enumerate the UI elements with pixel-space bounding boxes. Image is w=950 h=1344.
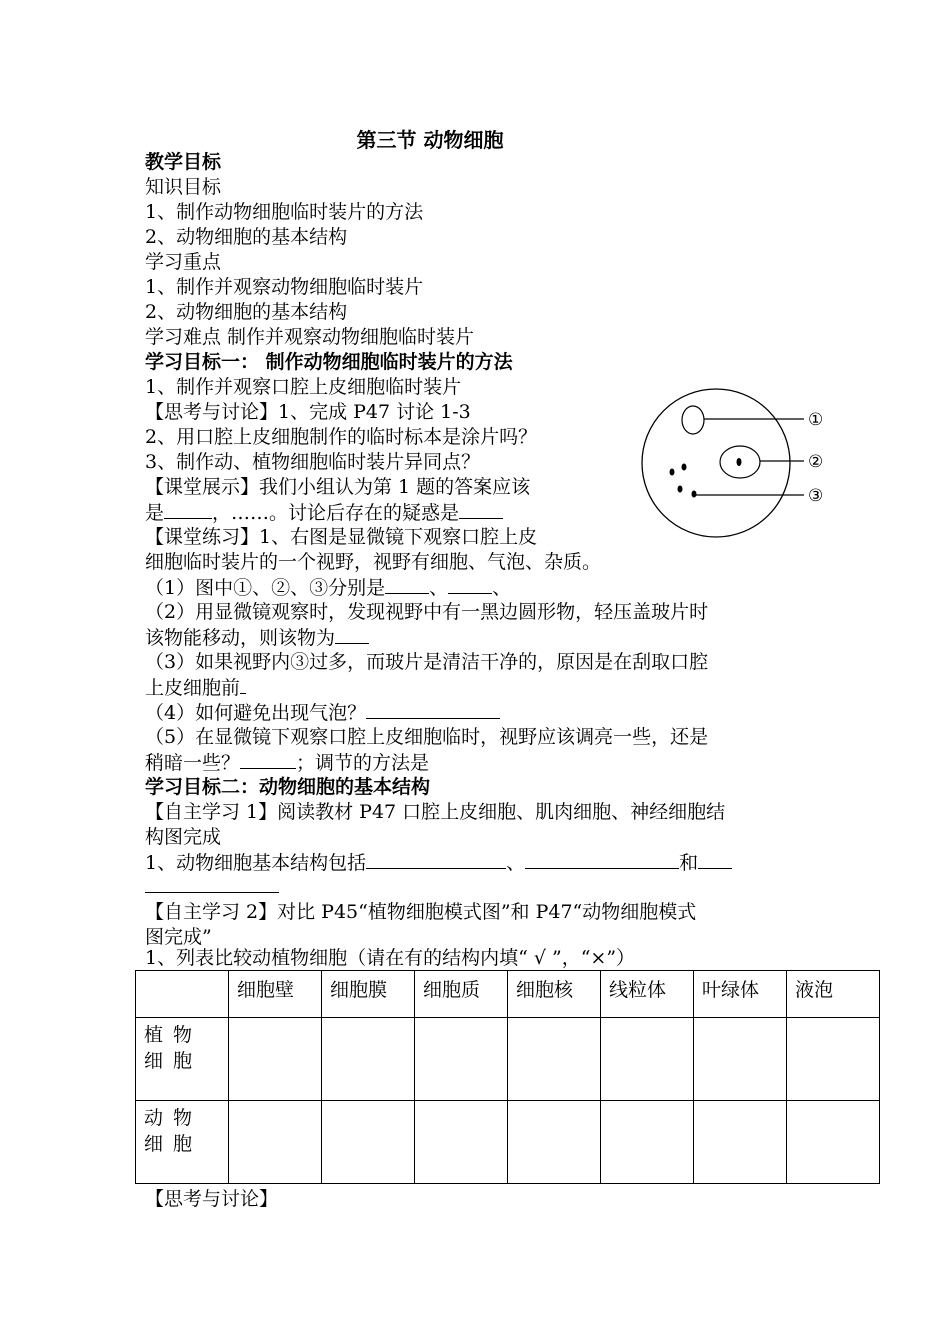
structure-text: 1、动物细胞基本结构包括: [145, 852, 367, 874]
table-cell[interactable]: [229, 1018, 322, 1101]
table-cell[interactable]: [322, 1018, 415, 1101]
discuss-line: 【思考与讨论】1、完成 P47 讨论 1-3: [145, 401, 471, 423]
table-cell[interactable]: [508, 1018, 601, 1101]
table-row: [136, 1018, 880, 1101]
row-label: 植 物 细 胞: [136, 1018, 229, 1101]
impurity-dot: [692, 491, 697, 498]
focus-label: 学习重点: [145, 251, 222, 273]
separator: 、: [429, 577, 449, 599]
question-text: （1）图中①、②、③分别是: [145, 577, 386, 599]
answer-blank[interactable]: [385, 575, 429, 594]
focus-item: 2、动物细胞的基本结构: [145, 301, 348, 323]
separator: 和: [679, 852, 699, 874]
column-header: 细胞膜: [322, 971, 415, 1018]
answer-blank[interactable]: [164, 500, 212, 519]
structure-line: [145, 850, 732, 875]
self-study-2-line: 【自主学习 2】对比 P45“植物细胞模式图”和 P47“动物细胞模式: [145, 901, 697, 923]
footer-discussion: 【思考与讨论】: [145, 1188, 279, 1210]
question-5: （5）在显微镜下观察口腔上皮细胞临时，视野应该调亮一些，还是: [145, 726, 709, 748]
impurity-dot: [670, 469, 675, 476]
comparison-table: [135, 970, 880, 1184]
table-cell[interactable]: [508, 1101, 601, 1184]
column-header: 细胞壁: [229, 971, 322, 1018]
knowledge-item: 2、动物细胞的基本结构: [145, 226, 348, 248]
figure-label-2: ②: [808, 452, 824, 472]
table-cell[interactable]: [322, 1101, 415, 1184]
answer-blank[interactable]: [145, 874, 279, 893]
practice-line: 细胞临时装片的一个视野，视野有细胞、气泡、杂质。: [145, 551, 602, 573]
structure-blank-line: [145, 874, 279, 899]
impurity-dot: [682, 464, 687, 471]
table-cell[interactable]: [415, 1018, 508, 1101]
question-2-cont: [145, 625, 369, 650]
column-header: 细胞核: [508, 971, 601, 1018]
goal1-intro: 1、制作并观察口腔上皮细胞临时装片: [145, 376, 462, 398]
show-line: 【课堂展示】我们小组认为第 1 题的答案应该: [145, 476, 531, 498]
table-cell[interactable]: [694, 1101, 787, 1184]
question-3-cont: [145, 675, 246, 700]
figure-label-3: ③: [808, 486, 824, 506]
answer-blank[interactable]: [366, 700, 500, 719]
page-title: 第三节 动物细胞: [356, 128, 504, 152]
objectives-heading: 教学目标: [145, 151, 222, 173]
show-line-2: [145, 500, 503, 525]
question-text: 稍暗一些？: [145, 752, 241, 774]
question-1: [145, 575, 511, 600]
table-cell[interactable]: [415, 1101, 508, 1184]
question-3: （3）如果视野内③过多，而玻片是清洁干净的，原因是在刮取口腔: [145, 651, 709, 673]
column-header: 叶绿体: [694, 971, 787, 1018]
question-text: 上皮细胞前: [145, 677, 241, 699]
answer-blank[interactable]: [240, 750, 296, 769]
self-study-line: 【自主学习 1】阅读教材 P47 口腔上皮细胞、肌肉细胞、神经细胞结: [145, 801, 726, 823]
bubble-shape: [682, 406, 704, 434]
answer-blank[interactable]: [366, 850, 506, 869]
answer-blank[interactable]: [448, 575, 492, 594]
knowledge-label: 知识目标: [145, 176, 222, 198]
discuss-line: 2、用口腔上皮细胞制作的临时标本是涂片吗？: [145, 426, 538, 448]
show-text: 是: [145, 502, 165, 524]
separator: 、: [492, 577, 512, 599]
self-study-line: 构图完成: [145, 826, 222, 848]
self-study-2-line: 图完成”: [145, 926, 212, 948]
focus-item: 1、制作并观察动物细胞临时装片: [145, 276, 424, 298]
question-2: （2）用显微镜观察时，发现视野中有一黑边圆形物，轻压盖玻片时: [145, 601, 709, 623]
table-cell[interactable]: [787, 1018, 880, 1101]
show-text: ，……。讨论后存在的疑惑是: [212, 502, 460, 524]
column-header: 线粒体: [601, 971, 694, 1018]
question-text: 该物能移动，则该物为: [145, 627, 336, 649]
question-4: [145, 700, 500, 725]
knowledge-item: 1、制作动物细胞临时装片的方法: [145, 201, 424, 223]
table-header-row: [136, 971, 880, 1018]
row-label: 动 物 细 胞: [136, 1101, 229, 1184]
table-cell[interactable]: [601, 1018, 694, 1101]
question-text: （4）如何避免出现气泡？: [145, 702, 367, 724]
microscope-field-figure: [628, 388, 838, 538]
goal1-heading: 学习目标一： 制作动物细胞临时装片的方法: [145, 351, 513, 373]
cell-nucleus: [737, 458, 742, 466]
table-cell[interactable]: [694, 1018, 787, 1101]
table-cell[interactable]: [229, 1101, 322, 1184]
answer-blank[interactable]: [698, 850, 732, 869]
table-cell[interactable]: [601, 1101, 694, 1184]
separator: 、: [506, 852, 526, 874]
discuss-line: 3、制作动、植物细胞临时装片异同点？: [145, 451, 481, 473]
question-text: ；调节的方法是: [296, 752, 430, 774]
table-cell[interactable]: [787, 1101, 880, 1184]
column-header: 细胞质: [415, 971, 508, 1018]
practice-line: 【课堂练习】1、右图是显微镜下观察口腔上皮: [145, 526, 538, 548]
goal2-heading: 学习目标二：动物细胞的基本结构: [145, 776, 431, 798]
table-corner-cell: [136, 971, 229, 1018]
answer-blank[interactable]: [525, 850, 679, 869]
impurity-dot: [678, 486, 683, 493]
figure-label-1: ①: [808, 410, 824, 430]
table-row: [136, 1101, 880, 1184]
table-intro: 1、列表比较动植物细胞（请在有的结构内填“ √ ”，“×”）: [145, 947, 636, 969]
answer-blank[interactable]: [459, 500, 503, 519]
answer-blank[interactable]: [240, 675, 246, 694]
difficulty-line: 学习难点 制作并观察动物细胞临时装片: [145, 326, 475, 348]
field-of-view-circle: [642, 389, 790, 537]
answer-blank[interactable]: [335, 625, 369, 644]
question-5-cont: [145, 750, 429, 775]
column-header: 液泡: [787, 971, 880, 1018]
